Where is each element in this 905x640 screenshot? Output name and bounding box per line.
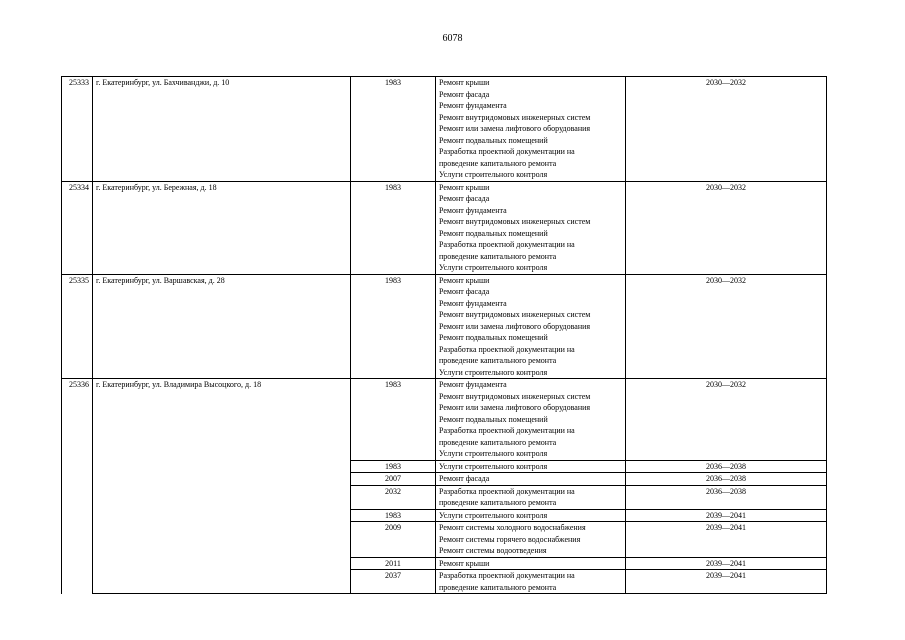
works-cell (436, 557, 626, 570)
repair-period: 2030—2032 (626, 77, 827, 182)
work-item: Разработка проектной документации на (439, 147, 575, 156)
works-cell (436, 473, 626, 486)
repair-period: 2036—2038 (626, 485, 827, 509)
work-item: Ремонт подвальных помещений (439, 333, 548, 342)
works-cell (436, 77, 626, 182)
build-year: 1983 (351, 77, 436, 182)
work-item: Ремонт крыши (439, 78, 490, 87)
work-item: Услуги строительного контроля (439, 449, 548, 458)
work-item: Ремонт внутридомовых инженерных систем (439, 112, 591, 122)
build-year: 1983 (351, 181, 436, 274)
work-item: Услуги строительного контроля (439, 263, 548, 272)
work-item: Услуги строительного контроля (439, 461, 548, 471)
repair-period: 2039—2041 (626, 570, 827, 594)
build-year: 1983 (351, 509, 436, 522)
work-item: Ремонт системы холодного водоснабжения (439, 523, 586, 532)
works-cell (436, 181, 626, 274)
work-item: проведение капитального ремонта (439, 251, 557, 261)
work-item: проведение капитального ремонта (439, 158, 557, 168)
works-cell (436, 379, 626, 461)
build-year: 1983 (351, 460, 436, 473)
work-item: Ремонт системы водоотведения (439, 546, 547, 555)
work-item: Ремонт крыши (439, 182, 490, 192)
house-address: г. Екатеринбург, ул. Бахчиванджи, д. 10 (93, 77, 351, 182)
work-item: Услуги строительного контроля (439, 510, 548, 520)
repair-period: 2030—2032 (626, 181, 827, 274)
works-cell (436, 274, 626, 379)
repair-period: 2030—2032 (626, 379, 827, 461)
work-item: Ремонт внутридомовых инженерных систем (439, 310, 591, 319)
works-cell (436, 522, 626, 558)
work-item: Ремонт фасада (439, 194, 490, 203)
work-item: Ремонт подвальных помещений (439, 228, 548, 238)
repair-period: 2039—2041 (626, 557, 827, 570)
work-item: Услуги строительного контроля (439, 367, 548, 377)
work-item: Ремонт крыши (439, 558, 490, 568)
repair-period: 2036—2038 (626, 460, 827, 473)
capital-repair-table (61, 76, 827, 594)
build-year: 2032 (351, 485, 436, 509)
page-number: 6078 (442, 33, 463, 44)
house-address: г. Екатеринбург, ул. Бережная, д. 18 (93, 181, 351, 274)
work-item: Ремонт подвальных помещений (439, 135, 548, 145)
table-row (62, 379, 827, 461)
work-item: Ремонт или замена лифтового оборудования (439, 124, 591, 133)
repair-period: 2039—2041 (626, 522, 827, 558)
work-item: Ремонт фасада (439, 287, 490, 296)
work-item: Ремонт внутридомовых инженерных систем (439, 391, 591, 401)
work-item: Ремонт фундамента (439, 298, 507, 308)
work-item: проведение капитального ремонта (439, 437, 557, 447)
work-item: Ремонт системы горячего водоснабжения (439, 534, 581, 544)
house-number: 25335 (62, 274, 93, 379)
house-number: 25333 (62, 77, 93, 182)
build-year: 2011 (351, 557, 436, 570)
work-item: Ремонт фасада (439, 89, 490, 99)
work-item: Ремонт или замена лифтового оборудования (439, 321, 591, 331)
work-item: Ремонт внутридомовых инженерных систем (439, 217, 591, 226)
build-year: 2037 (351, 570, 436, 594)
house-number: 25336 (62, 379, 93, 594)
house-address: г. Екатеринбург, ул. Варшавская, д. 28 (93, 274, 351, 379)
work-item: Разработка проектной документации на (439, 240, 575, 249)
repair-period: 2030—2032 (626, 274, 827, 379)
table-row (62, 274, 827, 379)
works-cell (436, 485, 626, 509)
work-item: Ремонт фундамента (439, 101, 507, 110)
work-item: Разработка проектной документации на (439, 426, 575, 435)
build-year: 1983 (351, 274, 436, 379)
build-year: 2009 (351, 522, 436, 558)
repair-period: 2039—2041 (626, 509, 827, 522)
work-item: Ремонт фасада (439, 474, 490, 483)
work-item: Ремонт подвальных помещений (439, 414, 548, 424)
work-item: проведение капитального ремонта (439, 356, 557, 365)
build-year: 2007 (351, 473, 436, 486)
works-cell (436, 509, 626, 522)
repair-period: 2036—2038 (626, 473, 827, 486)
works-cell (436, 460, 626, 473)
work-item: Услуги строительного контроля (439, 170, 548, 179)
work-item: проведение капитального ремонта (439, 498, 557, 507)
works-cell (436, 570, 626, 594)
work-item: Ремонт или замена лифтового оборудования (439, 403, 591, 412)
work-item: Разработка проектной документации на (439, 486, 575, 496)
work-item: Ремонт фундамента (439, 205, 507, 215)
work-item: Разработка проектной документации на (439, 571, 575, 580)
house-address: г. Екатеринбург, ул. Владимира Высоцкого, д. 18 (93, 379, 351, 594)
table-row (62, 77, 827, 182)
work-item: Ремонт фундамента (439, 380, 507, 389)
work-item: Разработка проектной документации на (439, 344, 575, 354)
house-number: 25334 (62, 181, 93, 274)
work-item: Ремонт крыши (439, 275, 490, 285)
build-year: 1983 (351, 379, 436, 461)
work-item: проведение капитального ремонта (439, 582, 557, 592)
table-row (62, 181, 827, 274)
